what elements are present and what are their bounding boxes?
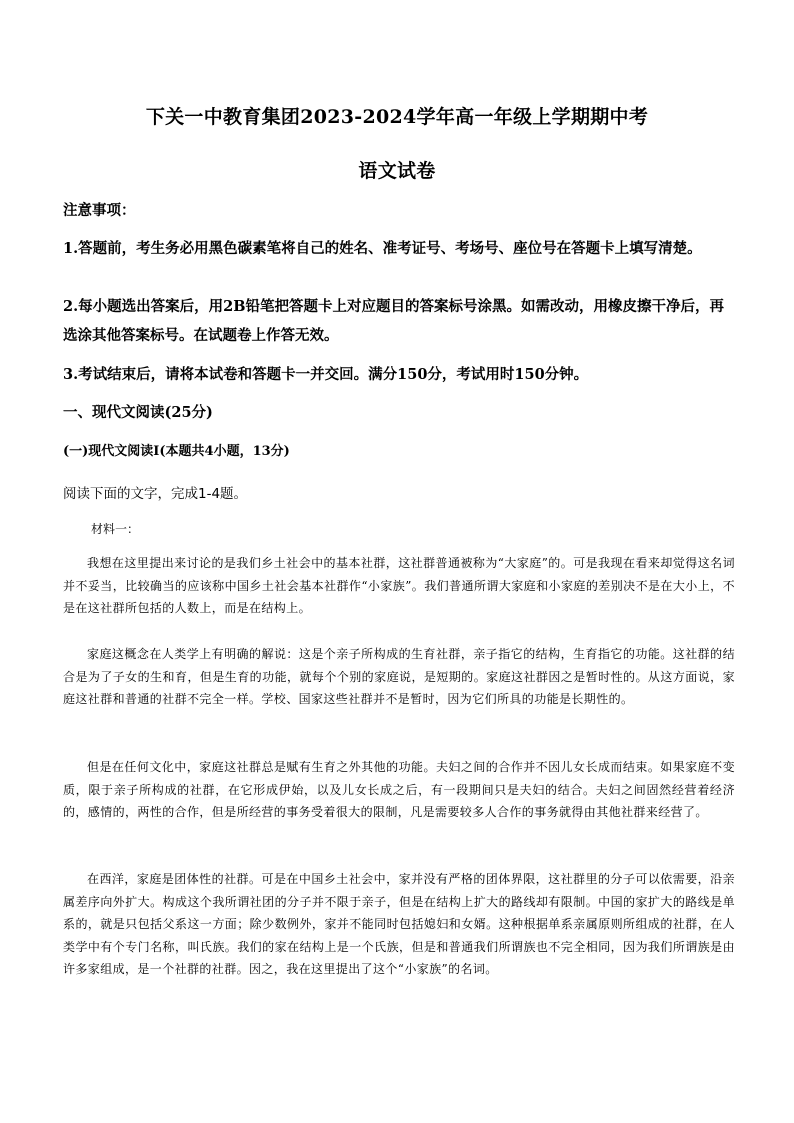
exam-title: 下关一中教育集团2023-2024学年高一年级上学期期中考 [145,106,649,128]
material-label: 材料一： [91,522,140,536]
section-subheading: (一)现代文阅读Ⅰ(本题共4小题，13分) [63,444,290,459]
notice-item-3: 3.考试结束后，请将本试卷和答题卡一并交回。满分150分，考试用时150分钟。 [63,366,589,383]
notice-item-1: 1.答题前，考生务必用黑色碳素笔将自己的姓名、准考证号、考场号、座位号在答题卡上填写清楚。 [63,240,702,257]
material-paragraph-2: 家庭这概念在人类学上有明确的解说：这是个亲子所构成的生育社群，亲子指它的结构，生育指它的功能。这社群的结合是为了子女的生和育，但是生育的功能，就每个个别的家庭说，是短期的。家庭这社群因之是暂时性的。从这方面说，家庭这社群和普通的社群不完全一样。学校、国家这些社群并不是暂时，因为它们所具的功能是长期性的。 [63,647,735,707]
material-paragraph-4: 在西洋，家庭是团体性的社群。可是在中国乡土社会中，家并没有严格的团体界限，这社群里的分子可以依需要，沿亲属差序向外扩大。构成这个我所谓社团的分子并不限于亲子，但是在结构上扩大的路线却有限制。中国的家扩大的路线是单系的，就是只包括父系这一方面；除少数例外，家并不能同时包括媳妇和女婿。这种根据单系亲属原则所组成的社群，在人类学中有个专门名称，叫氏族。我们的家在结构上是一个氏族，但是和普通我们所谓族也不完全相同，因为我们所谓族是由许多家组成，是一个社群的社群。因之，我在这里提出了这个“小家族”的名词。 [63,872,735,977]
exam-subtitle: 语文试卷 [358,160,436,182]
material-paragraph-1: 我想在这里提出来讨论的是我们乡土社会中的基本社群，这社群普通被称为“大家庭”的。可是我现在看来却觉得这名词并不妥当，比较确当的应该称中国乡土社会基本社群作“小家族”。我们普通所谓大家庭和小家庭的差别决不是在大小上，不是在这社群所包括的人数上，而是在结构上。 [63,556,735,616]
notice-heading: 注意事项： [63,202,136,219]
notice-item-2: 2.每小题选出答案后，用2B铅笔把答题卡上对应题目的答案标号涂黑。如需改动，用橡皮擦干净后，再选涂其他答案标号。在试题卷上作答无效。 [63,298,724,344]
material-paragraph-3: 但是在任何文化中，家庭这社群总是赋有生育之外其他的功能。夫妇之间的合作并不因儿女长成而结束。如果家庭不变质，限于亲子所构成的社群，在它形成伊始，以及儿女长成之后，有一段期间只是夫妇的结合。夫妇之间固然经营着经济的，感情的，两性的合作，但是所经营的事务受着很大的限制，凡是需要较多人合作的事务就得由其他社群来经营了。 [63,760,735,820]
reading-instruction: 阅读下面的文字，完成1-4题。 [63,486,248,502]
section-heading: 一、现代文阅读(25分) [63,404,213,421]
